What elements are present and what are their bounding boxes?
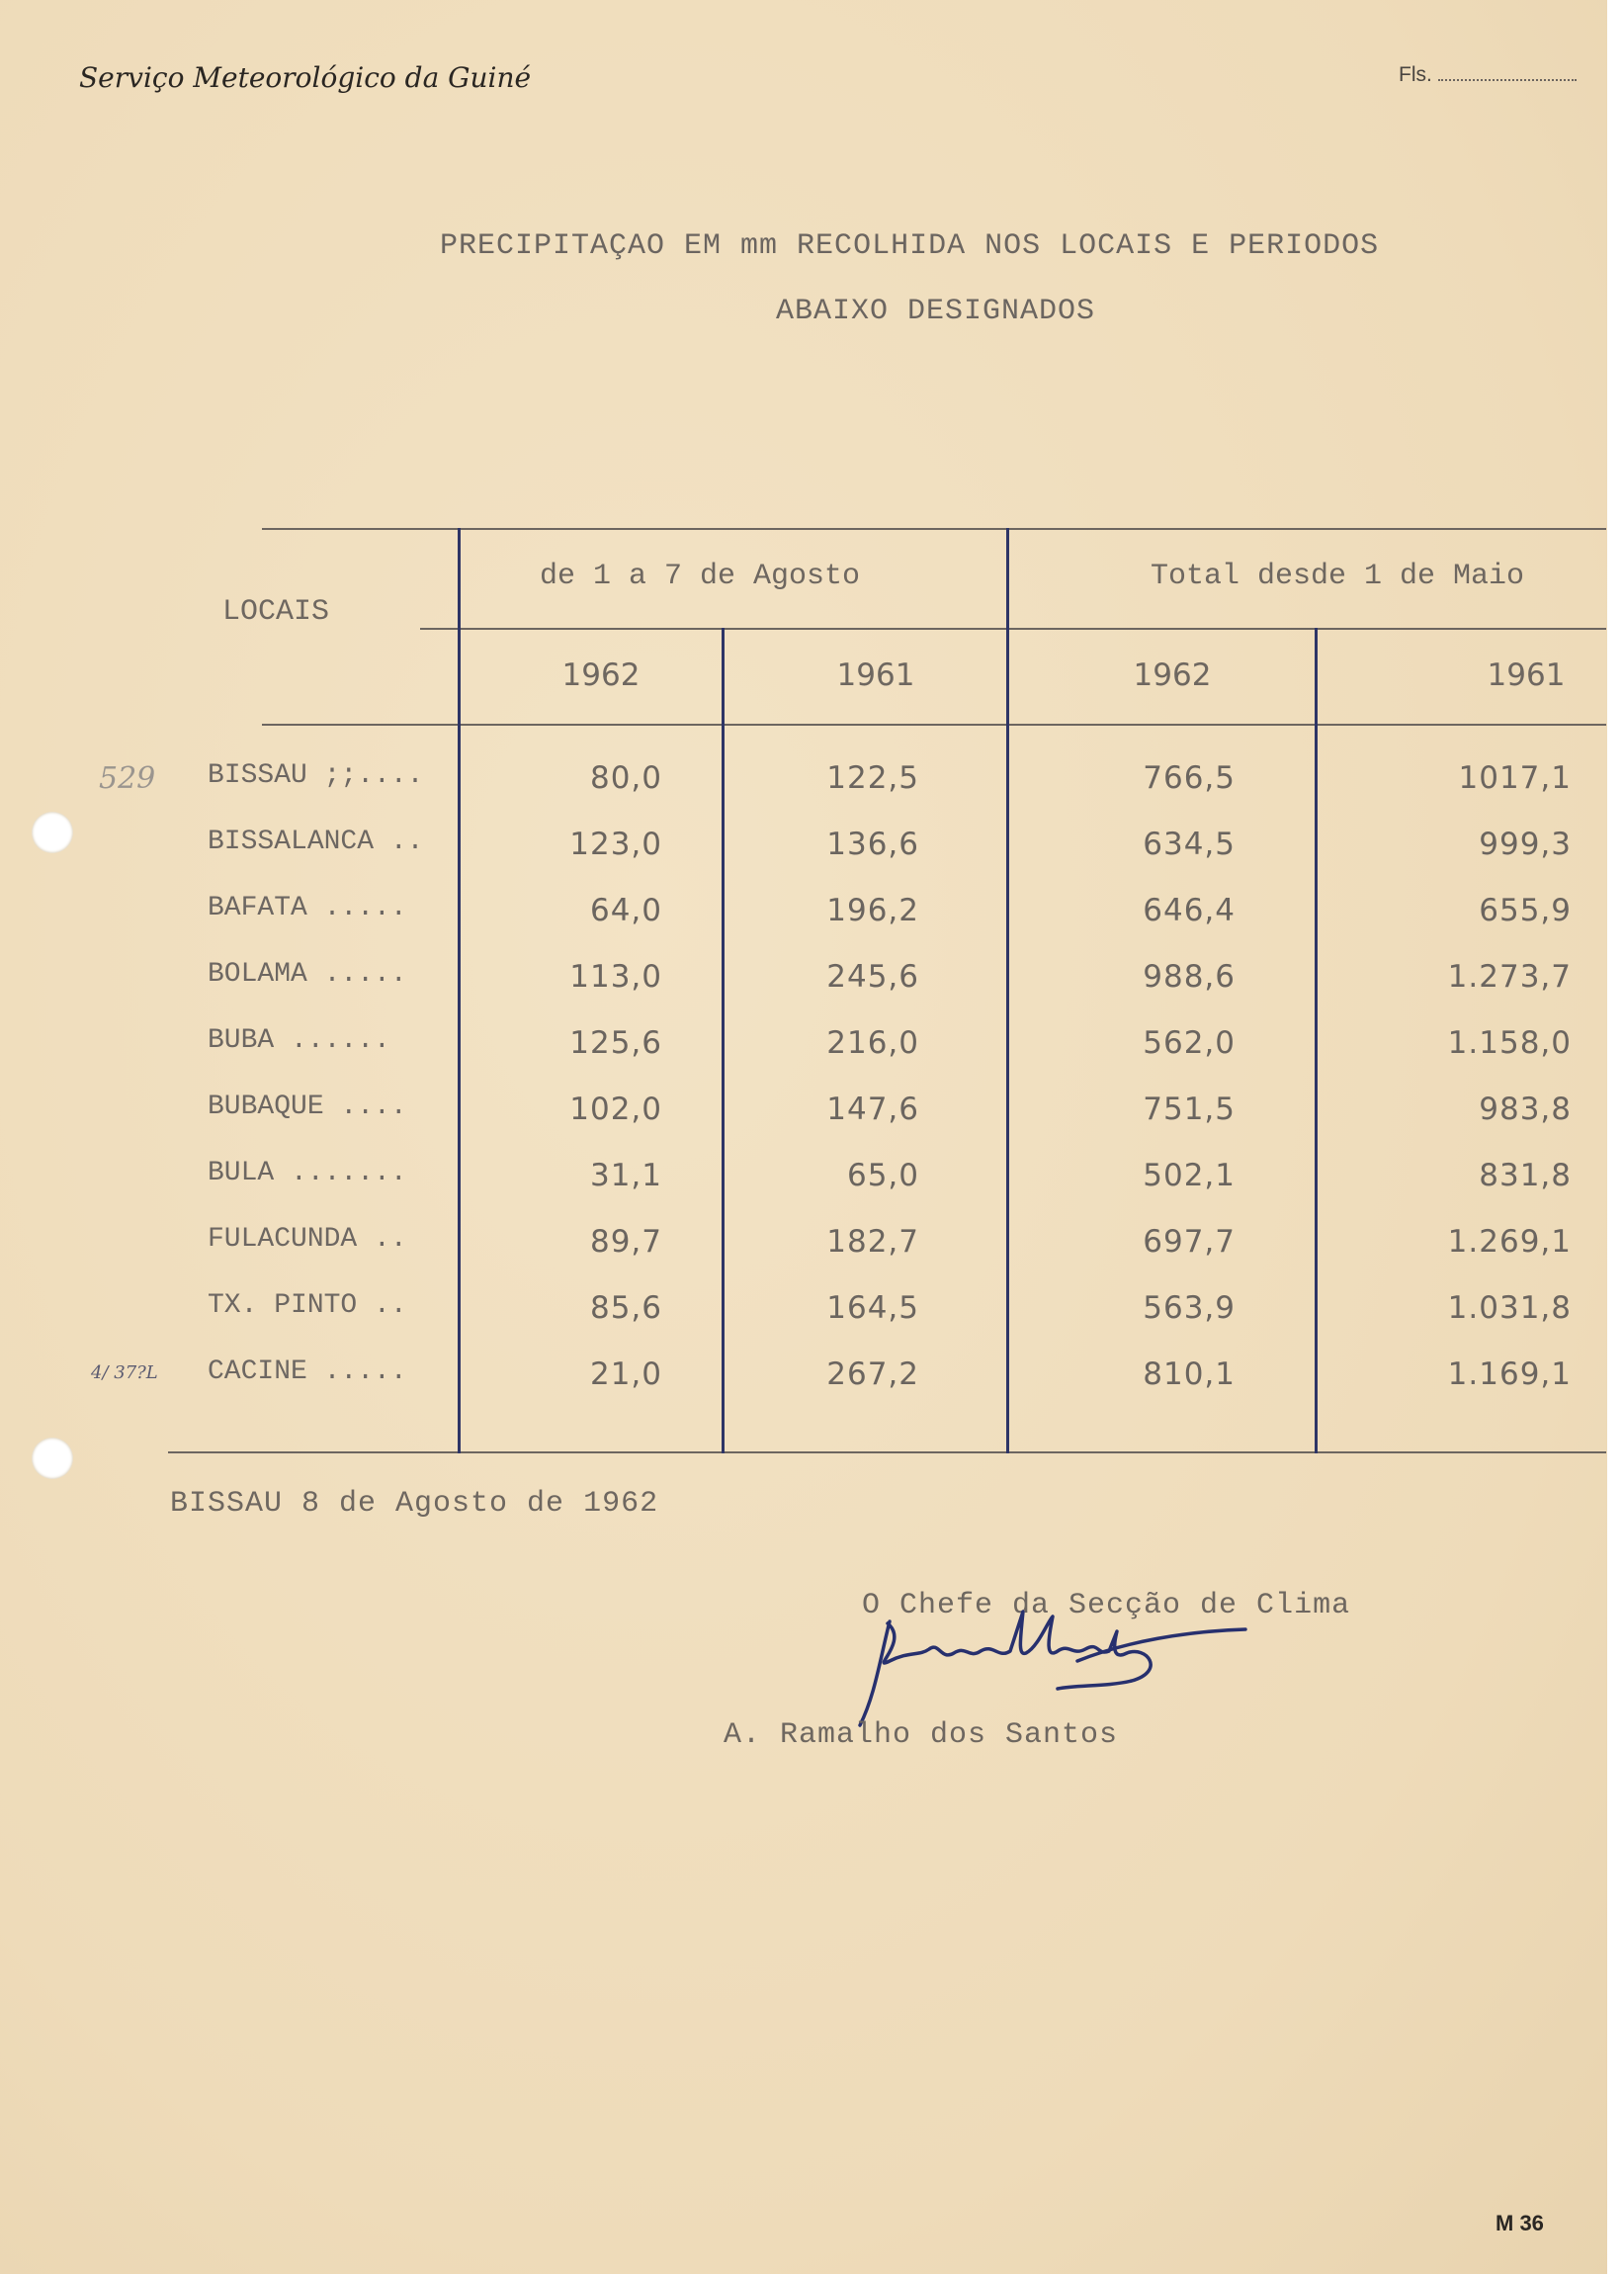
page-edge — [1607, 0, 1624, 2274]
cell-week-1962: 89,7 — [589, 1224, 662, 1260]
table-row — [0, 1092, 1624, 1135]
cell-week-1962: 102,0 — [569, 1092, 662, 1127]
table-row — [0, 1356, 1624, 1400]
cell-week-1961: 164,5 — [826, 1290, 919, 1326]
cell-total-1961: 1.031,8 — [1447, 1290, 1572, 1326]
table-header-bottom-rule — [262, 724, 1606, 726]
row-local: BOLAMA ..... — [208, 959, 407, 990]
cell-total-1961: 1.169,1 — [1447, 1356, 1572, 1392]
header-period-total: Total desde 1 de Maio — [1151, 560, 1525, 593]
table-row — [0, 893, 1624, 936]
cell-week-1961: 147,6 — [826, 1092, 919, 1127]
header-year-week-1962: 1962 — [561, 657, 641, 693]
cell-week-1962: 21,0 — [589, 1356, 662, 1392]
place-and-date: BISSAU 8 de Agosto de 1962 — [170, 1487, 659, 1521]
form-code: M 36 — [1496, 2211, 1544, 2235]
cell-total-1962: 988,6 — [1143, 959, 1236, 995]
cell-total-1962: 634,5 — [1143, 827, 1236, 862]
cell-week-1962: 31,1 — [589, 1158, 662, 1193]
cell-week-1961: 65,0 — [846, 1158, 919, 1193]
signatory-name: A. Ramalho dos Santos — [724, 1718, 1119, 1752]
cell-week-1961: 122,5 — [826, 760, 919, 796]
cell-week-1962: 123,0 — [569, 827, 662, 862]
signatory-title: O Chefe da Secção de Clima — [862, 1589, 1351, 1622]
cell-total-1961: 831,8 — [1479, 1158, 1572, 1193]
margin-note-1: 529 — [99, 761, 156, 796]
cell-week-1962: 80,0 — [589, 760, 662, 796]
cell-total-1962: 697,7 — [1143, 1224, 1236, 1260]
table-header-mid-rule — [420, 628, 1606, 630]
table-row — [0, 959, 1624, 1003]
row-local: FULACUNDA .. — [208, 1224, 407, 1255]
header-year-week-1961: 1961 — [836, 657, 915, 693]
cell-total-1962: 646,4 — [1143, 893, 1236, 928]
header-locais: LOCAIS — [222, 595, 330, 629]
row-local: BAFATA ..... — [208, 893, 407, 923]
row-local: BULA ....... — [208, 1158, 407, 1188]
row-local: BISSAU ;;.... — [208, 760, 424, 791]
header-year-total-1961: 1961 — [1487, 657, 1566, 693]
margin-note-2: 4/ 37?L — [91, 1362, 158, 1383]
cell-week-1961: 245,6 — [826, 959, 919, 995]
document-title-line2: ABAIXO DESIGNADOS — [776, 295, 1096, 328]
table-top-rule — [262, 528, 1606, 530]
cell-total-1962: 751,5 — [1143, 1092, 1236, 1127]
header-period-week: de 1 a 7 de Agosto — [540, 560, 861, 593]
cell-week-1962: 113,0 — [569, 959, 662, 995]
row-local: BUBAQUE .... — [208, 1092, 407, 1122]
row-local: BUBA ...... — [208, 1025, 390, 1056]
row-local: CACINE ..... — [208, 1356, 407, 1387]
sheet-number-blank — [1438, 79, 1577, 81]
cell-week-1961: 216,0 — [826, 1025, 919, 1061]
cell-week-1961: 196,2 — [826, 893, 919, 928]
table-bottom-rule — [168, 1451, 1606, 1453]
sheet-number-field — [1399, 63, 1577, 87]
cell-total-1961: 983,8 — [1479, 1092, 1572, 1127]
cell-total-1962: 563,9 — [1143, 1290, 1236, 1326]
table-row — [0, 827, 1624, 870]
cell-total-1962: 562,0 — [1143, 1025, 1236, 1061]
cell-week-1961: 267,2 — [826, 1356, 919, 1392]
cell-week-1962: 125,6 — [569, 1025, 662, 1061]
punch-hole-bottom — [32, 1438, 73, 1479]
header-year-total-1962: 1962 — [1133, 657, 1212, 693]
table-row — [0, 1025, 1624, 1069]
cell-total-1961: 1.273,7 — [1447, 959, 1572, 995]
cell-total-1961: 655,9 — [1479, 893, 1572, 928]
cell-total-1962: 502,1 — [1143, 1158, 1236, 1193]
document-title-line1: PRECIPITAÇAO EM mm RECOLHIDA NOS LOCAIS E PERIODOS — [440, 229, 1380, 263]
row-local: TX. PINTO .. — [208, 1290, 407, 1321]
cell-total-1962: 810,1 — [1143, 1356, 1236, 1392]
cell-total-1961: 1.158,0 — [1447, 1025, 1572, 1061]
handwritten-signature — [850, 1602, 1265, 1730]
cell-total-1961: 1.269,1 — [1447, 1224, 1572, 1260]
row-local: BISSALANCA .. — [208, 827, 424, 857]
cell-week-1962: 85,6 — [589, 1290, 662, 1326]
table-row — [0, 760, 1624, 804]
table-row — [0, 1224, 1624, 1268]
cell-week-1961: 136,6 — [826, 827, 919, 862]
cell-total-1961: 1017,1 — [1458, 760, 1572, 796]
cell-week-1961: 182,7 — [826, 1224, 919, 1260]
cell-total-1962: 766,5 — [1143, 760, 1236, 796]
sheet-label: Fls. — [1399, 63, 1432, 86]
cell-total-1961: 999,3 — [1479, 827, 1572, 862]
letterhead: Serviço Meteorológico da Guiné — [79, 61, 532, 94]
cell-week-1962: 64,0 — [589, 893, 662, 928]
table-row — [0, 1158, 1624, 1201]
table-row — [0, 1290, 1624, 1334]
